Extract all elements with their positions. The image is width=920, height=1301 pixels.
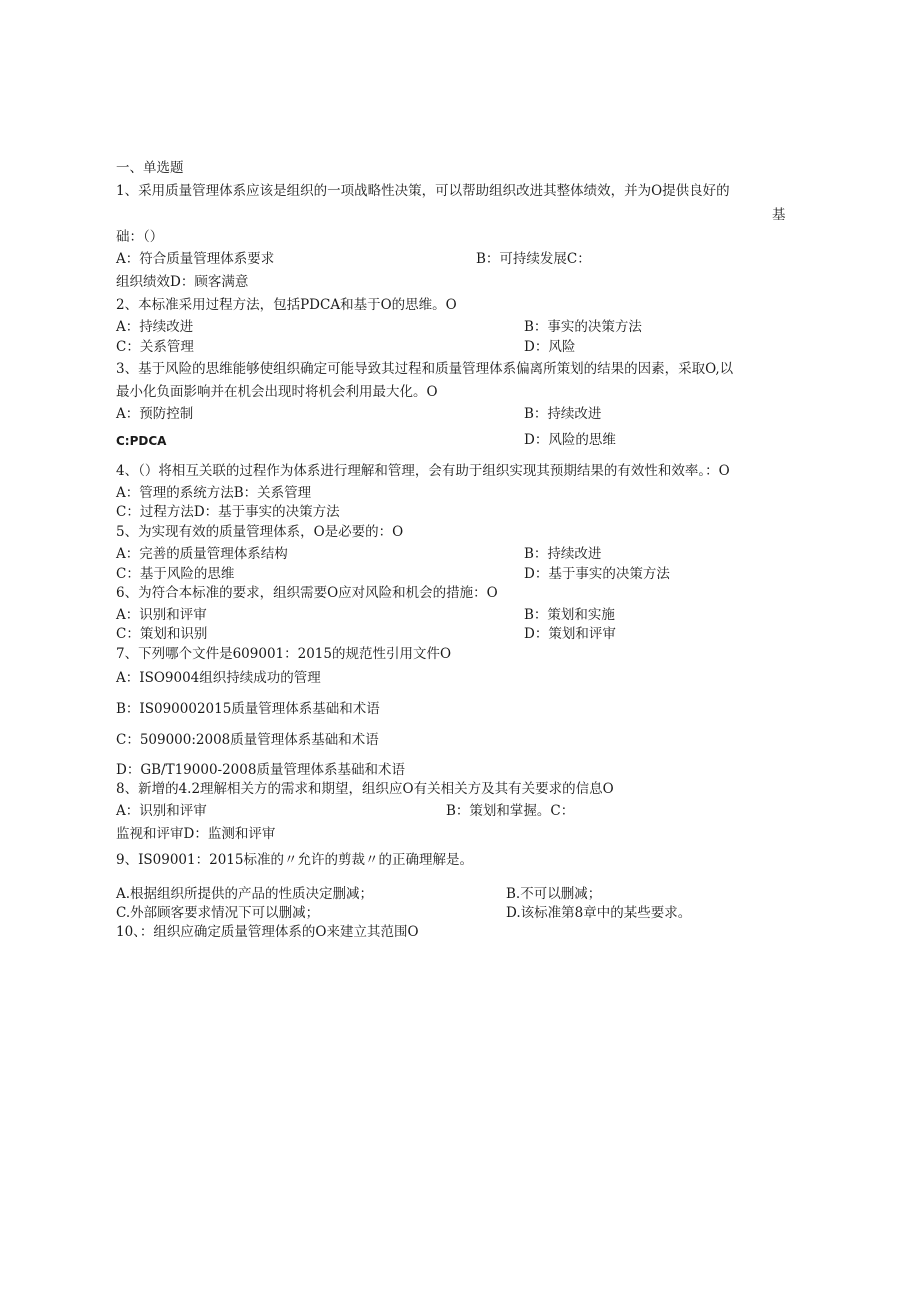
option-b-c: B：可持续发展C： — [476, 251, 591, 267]
option-c: C：基于风险的思维 — [116, 566, 235, 582]
option-a: A：持续改进 — [116, 319, 194, 335]
option-a-b: A：管理的系统方法B：关系管理 — [116, 485, 312, 501]
option-d: D：策划和评审 — [524, 626, 616, 642]
option-c-d: C：过程方法D：基于事实的决策方法 — [116, 504, 340, 520]
option-a: A：ISO9004组织持续成功的管理 — [116, 670, 321, 686]
question-10: 10、：组织应确定质量管理体系的O来建立其范围O — [116, 924, 419, 940]
option-d: D：基于事实的决策方法 — [524, 566, 670, 582]
option-a: A：预防控制 — [116, 406, 194, 422]
question-3: 3、基于风险的思维能够使组织确定可能导致其过程和质量管理体系偏离所策划的结果的因素，采取O,以 — [116, 361, 734, 377]
question-5: 5、为实现有效的质量管理体系，O是必要的：O — [116, 524, 404, 540]
option-d: D.该标准第8章中的某些要求。 — [506, 905, 692, 921]
option-d: D：GB/T19000-2008质量管理体系基础和术语 — [116, 762, 405, 778]
option-b: B：持续改进 — [524, 546, 602, 562]
option-d: D：风险 — [524, 339, 576, 355]
option-c: C：策划和识别 — [116, 626, 208, 642]
question-1-continued: 础：（） — [116, 229, 164, 245]
option-a: A.根据组织所提供的产品的性质决定删减； — [116, 886, 374, 902]
question-9: 9、IS09001：2015标准的〃允许的剪裁〃的正确理解是。 — [116, 852, 473, 868]
option-c-d: 组织绩效D：顾客满意 — [116, 274, 249, 290]
option-c-d: 监视和评审D：监测和评审 — [116, 826, 276, 842]
question-7: 7、下列哪个文件是609001：2015的规范性引用文件O — [116, 646, 452, 662]
question-4: 4、（）将相互关联的过程作为体系进行理解和管理，会有助于组织实现其预期结果的有效性和效率。：O — [116, 463, 730, 479]
option-b: B：IS090002015质量管理体系基础和术语 — [116, 701, 380, 717]
option-a: A：完善的质量管理体系结构 — [116, 546, 288, 562]
section-title: 一、单选题 — [116, 160, 184, 176]
question-2: 2、本标准采用过程方法，包括PDCA和基于O的思维。O — [116, 297, 457, 313]
option-c: C.外部顾客要求情况下可以删减； — [116, 905, 320, 921]
question-6: 6、为符合本标准的要求，组织需要O应对风险和机会的措施：O — [116, 585, 498, 601]
option-a: A：识别和评审 — [116, 607, 207, 623]
option-b: B：事实的决策方法 — [524, 319, 642, 335]
option-a: A：符合质量管理体系要求 — [116, 251, 275, 267]
option-b: B：策划和实施 — [524, 607, 615, 623]
option-b: B.不可以删减； — [506, 886, 602, 902]
option-d: D：风险的思维 — [524, 432, 616, 448]
question-1-tail: 基 — [772, 207, 786, 223]
question-1: 1、采用质量管理体系应该是组织的一项战略性决策，可以帮助组织改进其整体绩效，并为O提供良好的 — [116, 183, 730, 199]
option-c: C：关系管理 — [116, 339, 194, 355]
option-b-c: B：策划和掌握。C： — [446, 803, 575, 819]
question-8: 8、新增的4.2理解相关方的需求和期望，组织应O有关相关方及其有关要求的信息O — [116, 781, 614, 797]
question-3-continued: 最小化负面影响并在机会出现时将机会利用最大化。O — [116, 384, 438, 400]
option-c: C：509000:2008质量管理体系基础和术语 — [116, 732, 379, 748]
option-b: B：持续改进 — [524, 406, 602, 422]
option-a: A：识别和评审 — [116, 803, 207, 819]
option-c: C:PDCA — [116, 434, 167, 448]
